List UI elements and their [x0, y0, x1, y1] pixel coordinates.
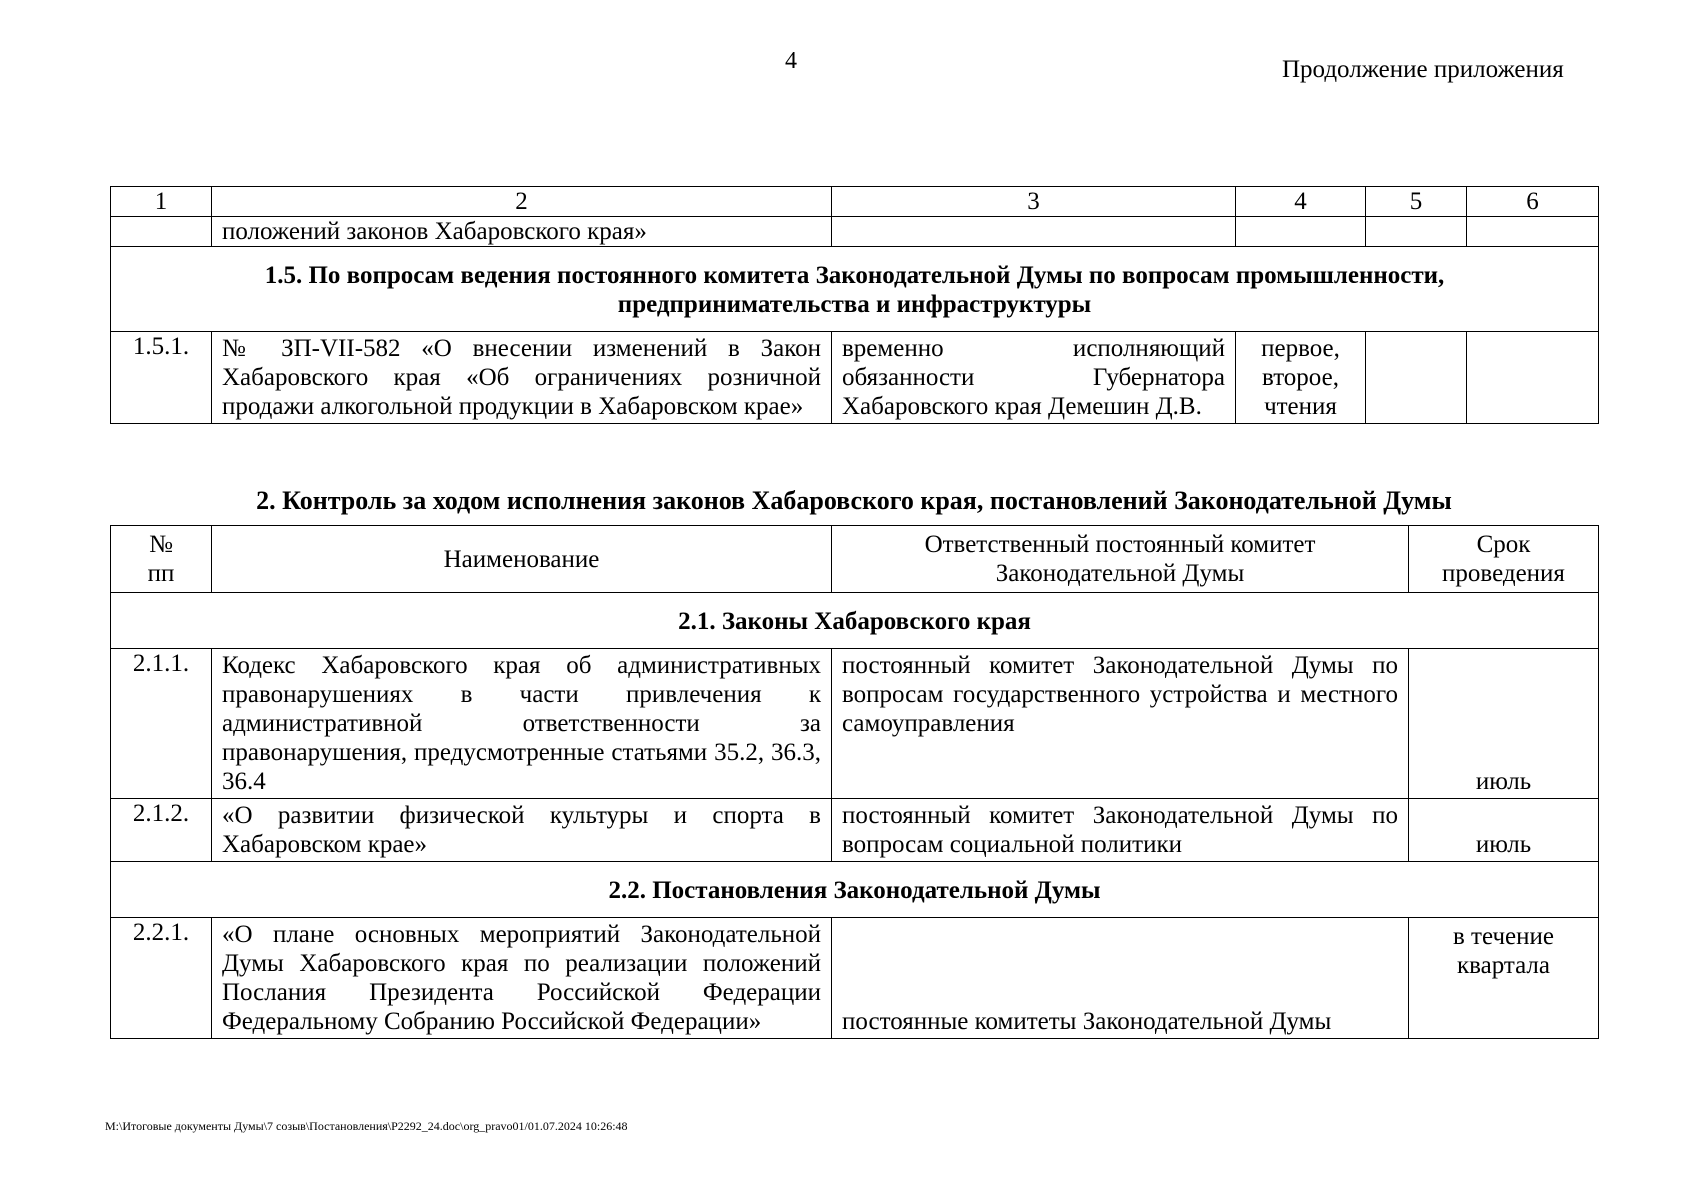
row-name: Кодекс Хабаровского края об административных правонарушениях в части привлечения к административной ответственности за правонарушения, предусмотренные статьями 35.2, 36.3, 36.4	[212, 649, 832, 799]
row-number: 2.1.1.	[111, 649, 212, 799]
row-number: 2.2.1.	[111, 918, 212, 1039]
subsection-heading-row	[111, 593, 1599, 649]
row-responsible: постоянный комитет Законодательной Думы по вопросам социальной политики	[832, 799, 1409, 862]
section-heading-row	[111, 247, 1599, 332]
column-number: 4	[1236, 187, 1366, 217]
subsection-heading-row	[111, 862, 1599, 918]
table-header-row	[111, 526, 1599, 593]
row-deadline: июль	[1409, 799, 1599, 862]
column-number: 2	[212, 187, 832, 217]
table-plan-continuation	[110, 186, 1599, 424]
row-responsible: постоянные комитеты Законодательной Думы	[832, 918, 1409, 1039]
row-name: «О развитии физической культуры и спорта в Хабаровском крае»	[212, 799, 832, 862]
table-row	[111, 918, 1599, 1039]
section-heading: 1.5. По вопросам ведения постоянного комитета Законодательной Думы по вопросам промышленности, предпринимательства и инфраструктуры	[111, 247, 1599, 332]
column-number: 3	[832, 187, 1236, 217]
continuation-label: Продолжение приложения	[1282, 56, 1564, 83]
table-row	[111, 799, 1599, 862]
header-num: № пп	[111, 526, 212, 593]
carryover-text: положений законов Хабаровского края»	[212, 217, 832, 247]
row-responsible: постоянный комитет Законодательной Думы по вопросам государственного устройства и местного самоуправления	[832, 649, 1409, 799]
header-responsible: Ответственный постоянный комитет Законодательной Думы	[832, 526, 1409, 593]
row-name: «О плане основных мероприятий Законодательной Думы Хабаровского края по реализации положений Послания Президента Российской Федерации Федеральному Собранию Российской Федерации»	[212, 918, 832, 1039]
table-row	[111, 649, 1599, 799]
row-number: 1.5.1.	[111, 332, 212, 424]
carryover-row	[111, 217, 1599, 247]
row-deadline: в течение квартала	[1409, 918, 1599, 1039]
row-col5	[1366, 332, 1467, 424]
row-responsible: временно исполняющий обязанности Губернатора Хабаровского края Демешин Д.В.	[832, 332, 1236, 424]
subsection-heading: 2.2. Постановления Законодательной Думы	[111, 862, 1599, 918]
footer-file-path: M:\Итоговые документы Думы\7 созыв\Постановления\P2292_24.doc\org_pravo01/01.07.2024 10:26:48	[105, 1119, 628, 1133]
row-title: № ЗП-VII-582 «О внесении изменений в Закон Хабаровского края «Об ограничениях розничной продажи алкогольной продукции в Хабаровском крае»	[212, 332, 832, 424]
table-row	[111, 332, 1599, 424]
table-control	[110, 525, 1599, 1039]
section-heading: 2. Контроль за ходом исполнения законов Хабаровского края, постановлений Законодательной Думы	[256, 486, 1452, 515]
row-number: 2.1.2.	[111, 799, 212, 862]
column-number: 6	[1467, 187, 1599, 217]
row-reading: первое, второе, чтения	[1236, 332, 1366, 424]
column-number-row	[111, 187, 1599, 217]
column-number: 1	[111, 187, 212, 217]
row-col6	[1467, 332, 1599, 424]
column-number: 5	[1366, 187, 1467, 217]
subsection-heading: 2.1. Законы Хабаровского края	[111, 593, 1599, 649]
row-deadline: июль	[1409, 649, 1599, 799]
header-name: Наименование	[212, 526, 832, 593]
header-deadline: Срок проведения	[1409, 526, 1599, 593]
page-number: 4	[785, 48, 797, 74]
